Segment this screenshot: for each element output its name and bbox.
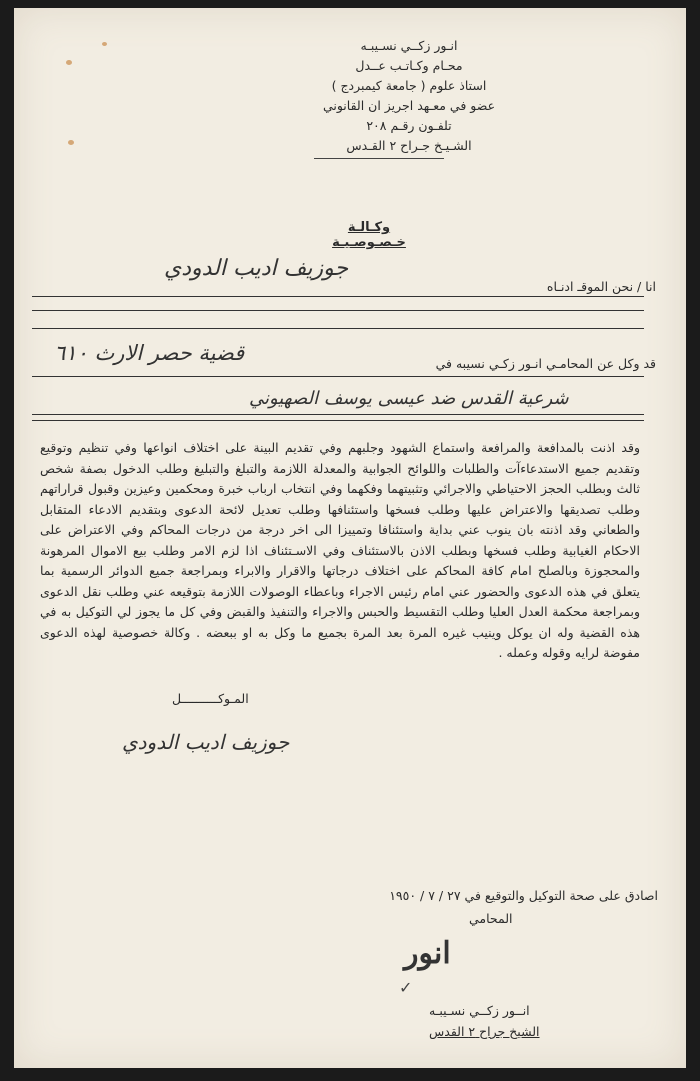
attestation-role: المحامي [469,911,513,926]
principal-label: انا / نحن الموقـ ادنـاه [546,279,656,294]
letterhead-line-6: الشـيـخ جـراح ٢ القـدس [346,138,472,153]
lawyer-name: انــور زكــي نسـيبـه [429,1003,530,1018]
principal-signature-label: المـوكــــــــــل [172,691,249,706]
form-rule-1 [32,296,644,297]
form-rule-6 [32,420,644,421]
authorization-text [40,438,640,664]
letterhead-line-5: تلفـون رقـم ٢٠٨ [366,118,452,133]
principal-signature: جوزيف اديب الدودي [122,730,290,754]
ink-stain [68,140,74,145]
principal-name-handwritten: جوزيف اديب الدودي [164,256,349,281]
check-mark-icon: ✓ [399,978,413,997]
authorization-paragraph: وقد اذنت بالمدافعة والمرافعة واستماع الشهود وجلبهم وفي تقديم البينة على اختلاف انواعها وفي تنظيم وتوقيع وتقديم جميع الاستدعاءآت والطلبات واللوائح الجوابية والمعدلة اللازمة والتبلغ والتبليغ وطلب الدخول بصفة شخص ثالث وبطلب الحجز الاحتياطي والاجرائي وتثبيتهما وفكهما وفي انتخاب ارباب خبرة ومحكمين وعيزين وقبول قراراتهم وطلب تصديقها والاعتراض عليها وطلب فسخها واستئنافها وطلب تعديل لائحة الدعوى وبتقديم الادعاء المتقابل والطعاني وقد اذنته بان ينوب عني بداية واستئنافا وتمييزا الى اخر درجة من درجات المحاكم وفي الاعتراض على الاحكام الغيابية وطلب فسخها وبطلب الاذن بالاستئناف وفي الاسـتئناف اذا لزم الامر وطلب بيع الاموال المرهونة والمحجوزة وبالصلح امام كافة المحاكم على اختلاف درجاتها والاقرار والابراء وبمراجعة جميع الدوائر الرسمية بما يتعلق في هذه الدعوى والحضور عني امام رئيس الاجراء وباعطاء الوصولات اللازمة بتوقيعه عني وطلب نقل الدعوى وبمراجعة محكمة العدل العليا وطلب التقسيط والحبس والاجراء والتنفيذ والقبض وفي كل ما يجوز لي التوكيل به في هذه القضية وله ان يوكل وينيب غيره المرة بعد المرة بجميع ما وكل به او ببعضه . وكالة خصوصية لهذه الدعوى مفوضة لرايه وقوله وعمله . [40,440,640,660]
document-title: وكـالـة خـصـوصـيـة [332,220,406,250]
form-rule-5 [32,414,644,415]
form-rule-3 [32,328,644,329]
document-page [14,8,686,1068]
letterhead-line-1: انـور زكــي نسـيبـه [360,38,458,53]
attestation-line: اصادق على صحة التوكيل والتوقيع في ٢٧ / ٧ / ١٩٥٠ [389,888,658,903]
case-handwritten: قضية حصر الارث ٦١٠ [54,341,245,365]
letterhead-underline [314,158,444,159]
form-rule-4 [32,376,644,377]
lawyer-address: الشيخ جراح ٢ القدس [429,1024,540,1039]
form-rule-2 [32,310,644,311]
agent-label: قد وكل عن المحامـي انـور زكـي نسيبه في [435,356,656,371]
letterhead-line-2: محـام وكـاتـب عــدل [355,58,463,73]
letterhead-line-3: استاذ علوم ( جامعة كيمبردج ) [331,78,487,93]
ink-stain [66,60,72,65]
lawyer-signature: انور [404,936,451,971]
letterhead-line-4: عضو في معـهد اجريز ان القانوني [322,98,496,113]
case-parties-handwritten: شرعية القدس ضد عيسى يوسف الصهيوني [249,388,569,409]
ink-stain [102,42,107,46]
